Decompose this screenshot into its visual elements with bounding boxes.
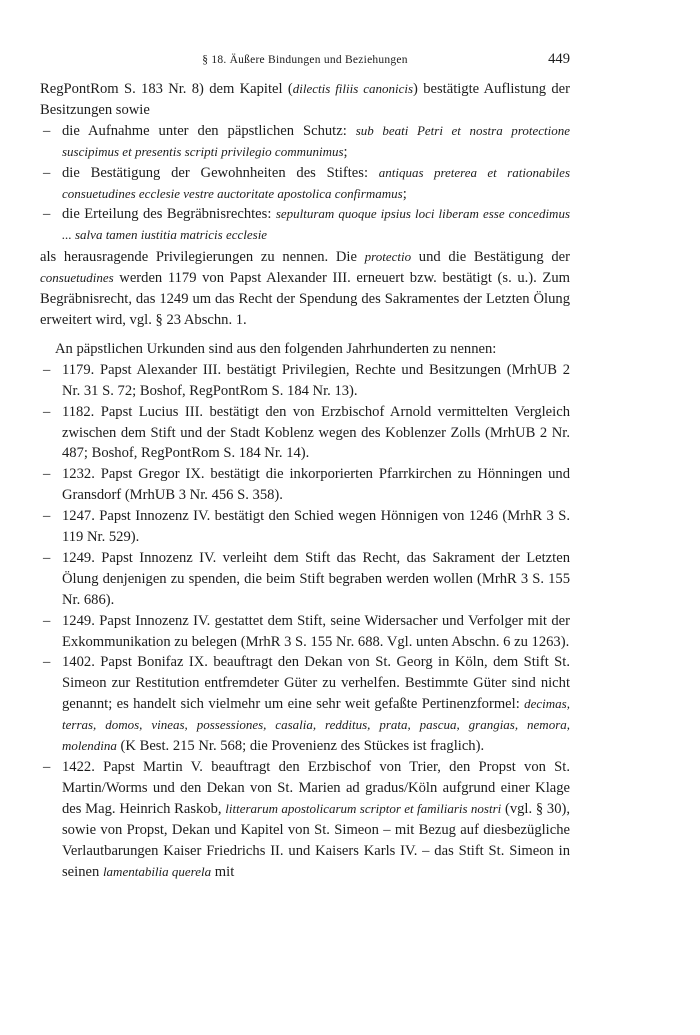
dash-mark: – bbox=[43, 403, 51, 420]
list-item bbox=[40, 402, 570, 465]
document-entry-1422-text-1: 1422. Papst Martin V. beauftragt den Erzbischof von Trier, den Propst von St. Martin/Worms und den Dekan von St. Marien ad gradus/Köln aufgrund einer Klage des Mag. Heinrich Raskob, bbox=[62, 759, 570, 817]
dash-mark: – bbox=[43, 612, 51, 629]
dash-mark: – bbox=[43, 206, 51, 223]
list-item bbox=[40, 652, 570, 757]
summary-text-2: und die Bestätigung der bbox=[411, 249, 570, 266]
document-entry-1422-text-3: mit bbox=[211, 863, 235, 880]
intro-text-1: RegPontRom S. 183 Nr. 8) dem Kapitel ( bbox=[40, 81, 293, 97]
list-item bbox=[40, 360, 570, 402]
document-entry-1422-latin-2: lamentabilia querela bbox=[102, 863, 212, 879]
documents-intro: An päpstlichen Urkunden sind aus den folgenden Jahrhunderten zu nennen: bbox=[55, 340, 497, 357]
privilege-text: die Erteilung des Begräbnisrechtes: bbox=[62, 206, 276, 223]
list-item bbox=[40, 121, 570, 163]
list-item bbox=[40, 757, 570, 882]
document-entry-1232: 1232. Papst Gregor IX. bestätigt die inkorporierten Pfarrkirchen zu Hönningen und Gransdorf (MrhUB 3 Nr. 456 S. 358). bbox=[62, 466, 570, 504]
running-title: § 18. Äußere Bindungen und Beziehungen bbox=[202, 54, 408, 66]
intro-paragraph bbox=[40, 79, 570, 121]
list-item bbox=[40, 506, 570, 548]
privilege-latin: sub beati Petri et nostra protectione suscipimus et presentis scripti privilegio communimus bbox=[62, 122, 570, 159]
document-entry-1249b: 1249. Papst Innozenz IV. gestattet dem Stift, seine Widersacher und Verfolger mit der Exkommunikation zu belegen (MrhR 3 S. 155 Nr. 688. Vgl. unten Abschn. 6 zu 1263). bbox=[62, 612, 570, 650]
dash-mark: – bbox=[43, 466, 51, 483]
document-entry-1247: 1247. Papst Innozenz IV. bestätigt den Schied wegen Hönnigen von 1246 (MrhR 3 S. 119 Nr. 529). bbox=[62, 508, 570, 546]
list-item bbox=[40, 163, 570, 205]
dash-mark: – bbox=[43, 759, 51, 775]
privilege-latin: antiquas preterea et rationabiles consuetudines ecclesie vestre auctoritate apostolica confirmamus bbox=[62, 164, 571, 201]
privilege-end: ; bbox=[343, 143, 348, 160]
dash-mark: – bbox=[43, 654, 51, 671]
dash-mark: – bbox=[43, 549, 51, 566]
page bbox=[40, 50, 570, 882]
summary-latin-2: consuetudines bbox=[40, 270, 114, 286]
dash-mark: – bbox=[43, 361, 51, 378]
intro-latin: dilectis filiis canonicis bbox=[292, 81, 414, 96]
privilege-text: die Aufnahme unter den päpstlichen Schutz: bbox=[62, 122, 356, 139]
dash-mark: – bbox=[43, 164, 51, 181]
document-list bbox=[40, 360, 570, 883]
privilege-text: die Bestätigung der Gewohnheiten des Stiftes: bbox=[62, 164, 379, 181]
intro-text-2: ) bestätigte Auflistung der Besitzungen sowie bbox=[40, 81, 570, 118]
page-number: 449 bbox=[548, 51, 570, 67]
list-item bbox=[40, 611, 570, 653]
dash-mark: – bbox=[43, 508, 51, 525]
document-entry-1402-source: (K Best. 215 Nr. 568; die Provenienz des Stückes ist fraglich). bbox=[116, 738, 485, 755]
summary-paragraph bbox=[40, 247, 570, 331]
summary-latin-1: protectio bbox=[364, 249, 412, 265]
document-entry-1179: 1179. Papst Alexander III. bestätigt Privilegien, Rechte und Besitzungen (MrhUB 2 Nr. 31 S. 72; Boshof, RegPontRom S. 184 Nr. 13). bbox=[62, 361, 570, 399]
list-item bbox=[40, 204, 570, 246]
list-item bbox=[40, 464, 570, 506]
privilege-list bbox=[40, 121, 570, 246]
summary-text-1: als herausragende Privilegierungen zu nennen. Die bbox=[40, 249, 365, 266]
summary-text-3: werden 1179 von Papst Alexander III. erneuert bzw. bestätigt (s. u.). Zum Begräbnisrecht, das 1249 um das Recht der Spendung des Sakramentes der Letzten Ölung erweitert wird, vgl. § 23 Abschn. 1. bbox=[40, 270, 570, 328]
document-entry-1402-latin: decimas, terras, domos, vineas, possessiones, casalia, redditus, prata, pascua, grangias, nemora, molendina bbox=[62, 696, 570, 754]
document-entry-1249a: 1249. Papst Innozenz IV. verleiht dem Stift das Recht, das Sakrament der Letzten Ölung denjenigen zu spenden, die beim Stift begraben werden wollen (MrhR 3 S. 155 Nr. 686). bbox=[62, 549, 570, 608]
document-entry-1422-latin-1: litterarum apostolicarum scriptor et familiaris nostri bbox=[225, 800, 502, 816]
privilege-end: ; bbox=[402, 185, 407, 202]
running-header bbox=[40, 50, 570, 72]
privilege-latin: sepulturam quoque ipsius loci liberam esse concedimus ... salva tamen iustitia matricis ecclesie bbox=[62, 206, 570, 243]
list-item bbox=[40, 548, 570, 611]
document-entry-1182: 1182. Papst Lucius III. bestätigt den von Erzbischof Arnold vermittelten Vergleich zwischen dem Stift und der Stadt Koblenz wegen des Koblenzer Zolls (MrhUB 2 Nr. 487; Boshof, RegPontRom S. 184 Nr. 14). bbox=[62, 403, 570, 462]
document-entry-1402-text: 1402. Papst Bonifaz IX. beauftragt den Dekan von St. Georg in Köln, dem Stift St. Simeon zur Restitution entfremdeter Güter zu verhelfen. Bestimmte Güter sind nicht genannt; es handelt sich vielmehr um eine sehr weit gefaßte Pertinenzformel: bbox=[62, 654, 570, 713]
document-entry-1422-text-2: (vgl. § 30), sowie von Propst, Dekan und Kapitel von St. Simeon – mit Bezug auf diesbezügliche Verlautbarungen Kaiser Friedrichs II. und Kaisers Karls IV. – das Stift St. Simeon in seinen bbox=[62, 800, 571, 880]
dash-mark: – bbox=[43, 122, 51, 139]
